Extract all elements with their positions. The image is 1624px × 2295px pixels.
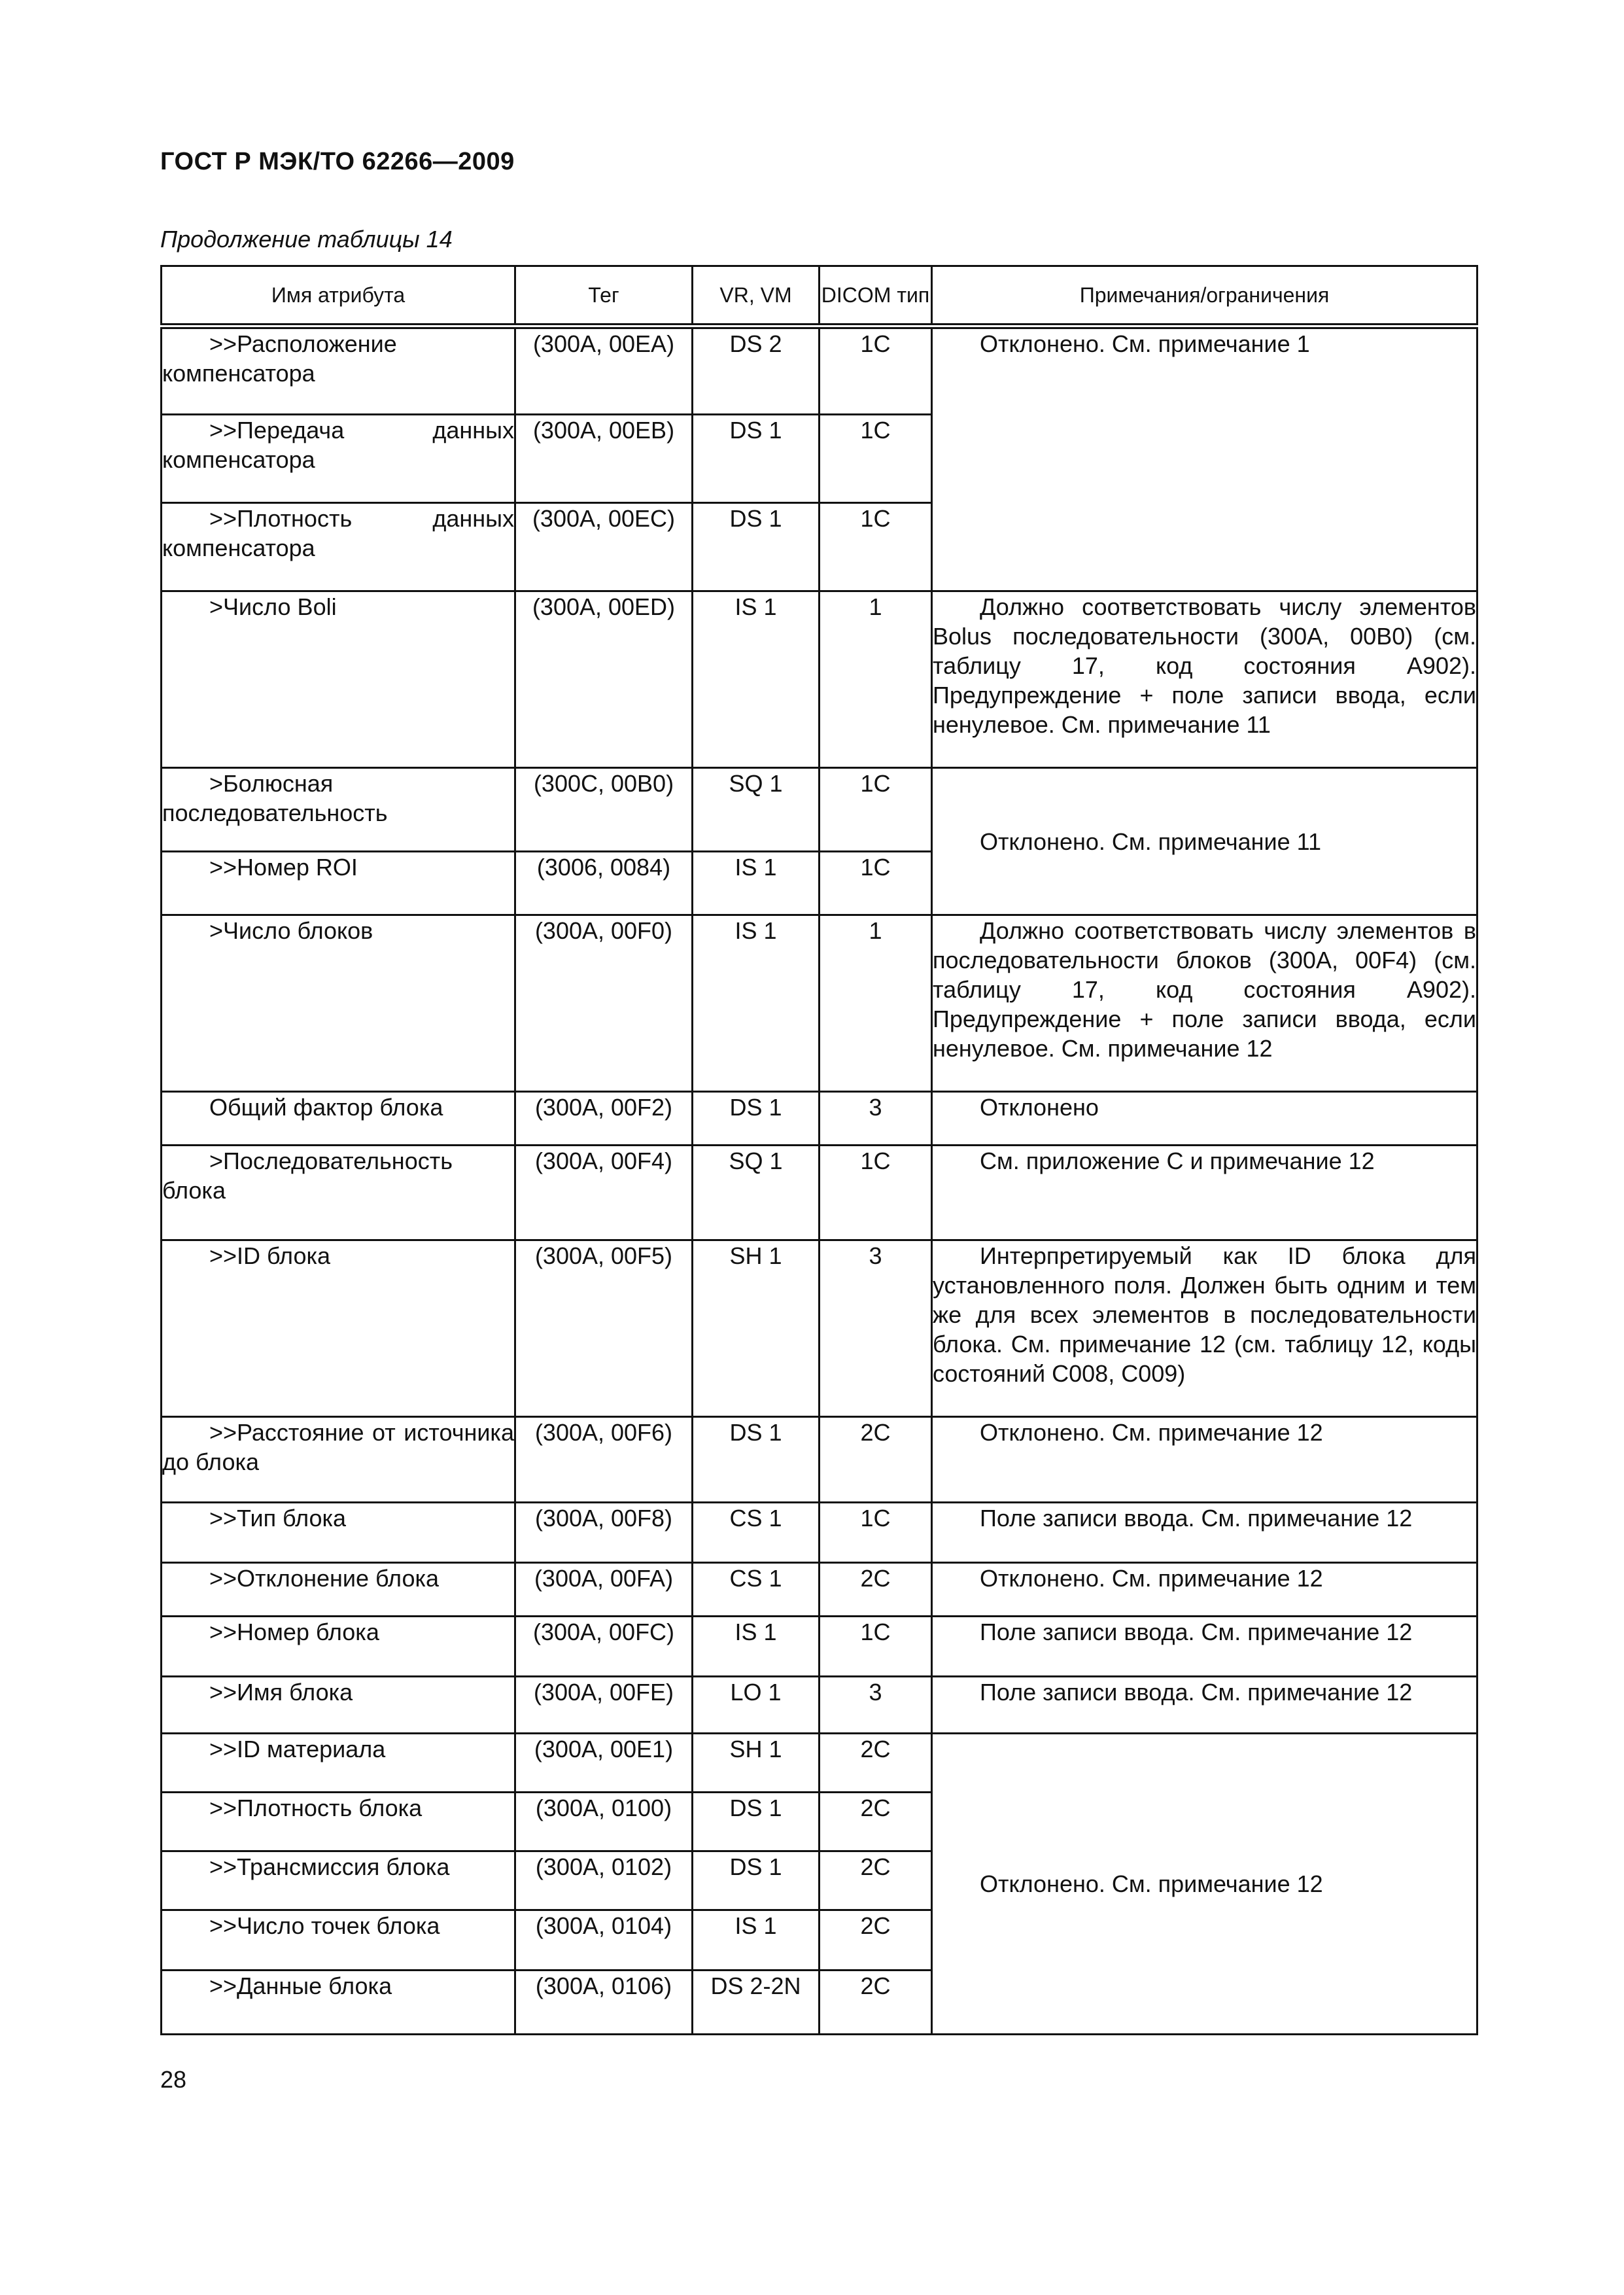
dicom-type-cell: 2C [820,1793,932,1851]
dicom-type-cell: 1 [820,591,932,768]
vr-vm-cell: SH 1 [693,1240,820,1417]
vr-vm-cell: DS 1 [693,503,820,591]
attribute-cell: >Число блоков [162,915,515,1092]
attribute-cell: >>ID материала [162,1734,515,1793]
tag-cell: (300A, 00EB) [515,415,693,503]
attribute-cell: Общий фактор блока [162,1092,515,1146]
notes-cell: Поле записи ввода. См. примечание 12 [932,1677,1477,1734]
vr-vm-cell: IS 1 [693,591,820,768]
notes-cell: Отклонено. См. примечание 1 [932,326,1477,591]
table-row [162,768,1477,852]
table-row [162,591,1477,768]
tag-cell: (300A, 00F8) [515,1503,693,1563]
table-row [162,1417,1477,1503]
dicom-type-cell: 2C [820,1734,932,1793]
table-header-row [162,266,1477,326]
attribute-cell: >Последовательность блока [162,1146,515,1240]
notes-cell: Интерпретируемый как ID блока для установленного поля. Должен быть одним и тем же для всех элементов в последовательности блока. См. примечание 12 (см. таблицу 12, коды состояний C008, C009) [932,1240,1477,1417]
attribute-cell: >>Передача данных компенсатора [162,415,515,503]
dicom-type-cell: 1C [820,503,932,591]
tag-cell: (300A, 00E1) [515,1734,693,1793]
dicom-type-cell: 3 [820,1092,932,1146]
vr-vm-cell: IS 1 [693,852,820,915]
attribute-cell: >>Расстояние от источника до блока [162,1417,515,1503]
attribute-cell: >>Плотность данных компенсатора [162,503,515,591]
notes-cell: Поле записи ввода. См. примечание 12 [932,1503,1477,1563]
table-row [162,1617,1477,1677]
tag-cell: (300A, 0106) [515,1971,693,2035]
attribute-cell: >>Число точек блока [162,1910,515,1971]
notes-cell: См. приложение C и примечание 12 [932,1146,1477,1240]
notes-cell: Отклонено. См. примечание 11 [932,768,1477,915]
table-row [162,1563,1477,1617]
table-row [162,326,1477,415]
tag-cell: (300A, 00EA) [515,326,693,415]
col-header-dicom-type: DICOM тип [820,266,932,326]
vr-vm-cell: IS 1 [693,1617,820,1677]
attribute-cell: >>Имя блока [162,1677,515,1734]
vr-vm-cell: DS 2 [693,326,820,415]
attribute-cell: >Болюсная последовательность [162,768,515,852]
tag-cell: (300A, 00F0) [515,915,693,1092]
vr-vm-cell: IS 1 [693,915,820,1092]
tag-cell: (300A, 00FE) [515,1677,693,1734]
dicom-type-cell: 2C [820,1851,932,1910]
vr-vm-cell: DS 2-2N [693,1971,820,2035]
dicom-type-cell: 1C [820,768,932,852]
attribute-cell: >>Отклонение блока [162,1563,515,1617]
table-row [162,1503,1477,1563]
dicom-type-cell: 3 [820,1677,932,1734]
dicom-type-cell: 1C [820,852,932,915]
vr-vm-cell: DS 1 [693,415,820,503]
tag-cell: (300C, 00B0) [515,768,693,852]
vr-vm-cell: DS 1 [693,1851,820,1910]
vr-vm-cell: DS 1 [693,1092,820,1146]
vr-vm-cell: SH 1 [693,1734,820,1793]
table-row [162,1092,1477,1146]
tag-cell: (300A, 00F5) [515,1240,693,1417]
dicom-type-cell: 2C [820,1910,932,1971]
dicom-type-cell: 1C [820,1146,932,1240]
vr-vm-cell: DS 1 [693,1793,820,1851]
vr-vm-cell: CS 1 [693,1563,820,1617]
notes-cell: Отклонено [932,1092,1477,1146]
attribute-cell: >>Данные блока [162,1971,515,2035]
attribute-cell: >>Номер ROI [162,852,515,915]
vr-vm-cell: DS 1 [693,1417,820,1503]
table-row [162,1734,1477,1793]
table-row [162,1677,1477,1734]
page-number: 28 [160,2066,187,2093]
attribute-cell: >>Трансмиссия блока [162,1851,515,1910]
notes-cell: Отклонено. См. примечание 12 [932,1563,1477,1617]
tag-cell: (300A, 00F6) [515,1417,693,1503]
notes-cell: Поле записи ввода. См. примечание 12 [932,1617,1477,1677]
table-row [162,1146,1477,1240]
attribute-cell: >>Тип блока [162,1503,515,1563]
tag-cell: (300A, 00FA) [515,1563,693,1617]
dicom-type-cell: 2C [820,1417,932,1503]
dicom-type-cell: 1C [820,326,932,415]
col-header-attribute: Имя атрибута [162,266,515,326]
dicom-type-cell: 2C [820,1563,932,1617]
attribute-cell: >Число Boli [162,591,515,768]
vr-vm-cell: SQ 1 [693,1146,820,1240]
attribute-cell: >>Расположение компенсатора [162,326,515,415]
vr-vm-cell: IS 1 [693,1910,820,1971]
dicom-type-cell: 3 [820,1240,932,1417]
tag-cell: (300A, 00FC) [515,1617,693,1677]
vr-vm-cell: SQ 1 [693,768,820,852]
dicom-type-cell: 1C [820,415,932,503]
tag-cell: (300A, 0102) [515,1851,693,1910]
vr-vm-cell: CS 1 [693,1503,820,1563]
notes-cell: Отклонено. См. примечание 12 [932,1417,1477,1503]
notes-cell: Отклонено. См. примечание 12 [932,1734,1477,2035]
notes-cell: Должно соответствовать числу элементов Bolus последовательности (300A, 00B0) (см. таблицу 17, код состояния A902). Предупреждение + поле записи ввода, если ненулевое. См. примечание 11 [932,591,1477,768]
attribute-cell: >>Номер блока [162,1617,515,1677]
attribute-table [160,265,1478,2035]
tag-cell: (300A, 0104) [515,1910,693,1971]
tag-cell: (300A, 00EC) [515,503,693,591]
tag-cell: (300A, 0100) [515,1793,693,1851]
tag-cell: (300A, 00F2) [515,1092,693,1146]
tag-cell: (3006, 0084) [515,852,693,915]
table-caption: Продолжение таблицы 14 [160,226,453,253]
col-header-notes: Примечания/ограничения [932,266,1477,326]
tag-cell: (300A, 00ED) [515,591,693,768]
notes-cell: Должно соответствовать числу элементов в последовательности блоков (300A, 00F4) (см. таблицу 17, код состояния A902). Предупреждение + поле записи ввода, если ненулевое. См. примечание 12 [932,915,1477,1092]
attribute-cell: >>ID блока [162,1240,515,1417]
document-header: ГОСТ Р МЭК/ТО 62266—2009 [160,148,515,175]
col-header-vr-vm: VR, VM [693,266,820,326]
dicom-type-cell: 1 [820,915,932,1092]
attribute-cell: >>Плотность блока [162,1793,515,1851]
dicom-type-cell: 1C [820,1503,932,1563]
table-row [162,1240,1477,1417]
dicom-type-cell: 2C [820,1971,932,2035]
dicom-type-cell: 1C [820,1617,932,1677]
vr-vm-cell: LO 1 [693,1677,820,1734]
col-header-tag: Тег [515,266,693,326]
tag-cell: (300A, 00F4) [515,1146,693,1240]
table-row [162,915,1477,1092]
